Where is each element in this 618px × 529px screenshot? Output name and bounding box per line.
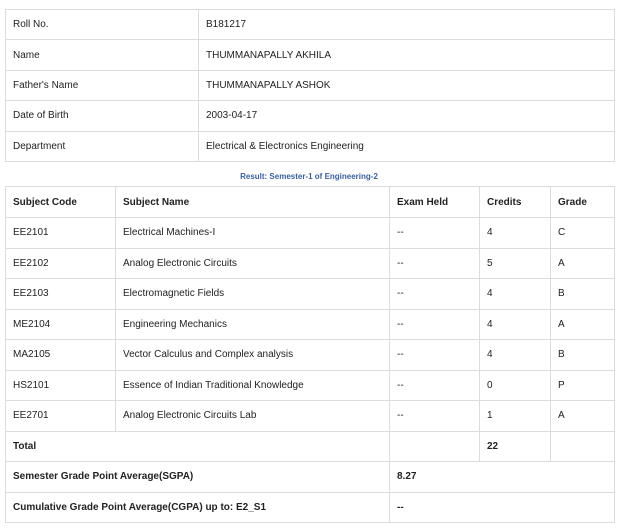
father-value: THUMMANAPALLY ASHOK: [199, 70, 615, 100]
table-row: [6, 401, 615, 432]
subject-name: Analog Electronic Circuits: [116, 248, 390, 279]
info-row-roll: [6, 10, 615, 40]
dob-label: Date of Birth: [6, 101, 199, 131]
sgpa-value: 8.27: [390, 462, 615, 493]
subject-code: EE2701: [6, 401, 116, 432]
grade: B: [551, 340, 615, 371]
name-value: THUMMANAPALLY AKHILA: [199, 40, 615, 70]
result-caption: Result: Semester-1 of Engineering-2: [240, 172, 378, 181]
grade: A: [551, 401, 615, 432]
subject-code: EE2103: [6, 279, 116, 310]
subject-name: Electromagnetic Fields: [116, 279, 390, 310]
table-row: [6, 340, 615, 371]
total-row: [6, 431, 615, 462]
exam-held: --: [390, 279, 480, 310]
table-row: [6, 279, 615, 310]
total-credits: 22: [480, 431, 551, 462]
exam-held: --: [390, 340, 480, 371]
sgpa-label: Semester Grade Point Average(SGPA): [6, 462, 390, 493]
dob-value: 2003-04-17: [199, 101, 615, 131]
exam-held: --: [390, 401, 480, 432]
roll-label: Roll No.: [6, 10, 199, 40]
credits: 5: [480, 248, 551, 279]
subject-code: HS2101: [6, 370, 116, 401]
table-row: [6, 370, 615, 401]
header-subject-name: Subject Name: [116, 187, 390, 218]
cgpa-row: [6, 492, 615, 523]
father-label: Father's Name: [6, 70, 199, 100]
table-row: [6, 309, 615, 340]
exam-held: --: [390, 248, 480, 279]
info-row-dob: [6, 101, 615, 131]
credits: 4: [480, 279, 551, 310]
subject-code: EE2101: [6, 218, 116, 249]
dept-label: Department: [6, 131, 199, 161]
grade: B: [551, 279, 615, 310]
subject-name: Engineering Mechanics: [116, 309, 390, 340]
results-table: [5, 186, 615, 523]
subject-code: ME2104: [6, 309, 116, 340]
total-empty-grade: [551, 431, 615, 462]
info-row-dept: [6, 131, 615, 161]
table-row: [6, 248, 615, 279]
sgpa-row: [6, 462, 615, 493]
exam-held: --: [390, 309, 480, 340]
subject-name: Vector Calculus and Complex analysis: [116, 340, 390, 371]
roll-value: B181217: [199, 10, 615, 40]
grade: P: [551, 370, 615, 401]
table-row: [6, 218, 615, 249]
total-empty-cell: [390, 431, 480, 462]
credits: 4: [480, 218, 551, 249]
header-grade: Grade: [551, 187, 615, 218]
cgpa-label: Cumulative Grade Point Average(CGPA) up to: E2_S1: [6, 492, 390, 523]
info-row-name: [6, 40, 615, 70]
name-label: Name: [6, 40, 199, 70]
credits: 0: [480, 370, 551, 401]
exam-held: --: [390, 218, 480, 249]
header-subject-code: Subject Code: [6, 187, 116, 218]
subject-name: Essence of Indian Traditional Knowledge: [116, 370, 390, 401]
results-header-row: [6, 187, 615, 218]
dept-value: Electrical & Electronics Engineering: [199, 131, 615, 161]
credits: 4: [480, 340, 551, 371]
header-exam-held: Exam Held: [390, 187, 480, 218]
student-info-table: [5, 9, 615, 162]
cgpa-value: --: [390, 492, 615, 523]
header-credits: Credits: [480, 187, 551, 218]
info-row-father: [6, 70, 615, 100]
total-label: Total: [6, 431, 390, 462]
grade: A: [551, 248, 615, 279]
subject-code: MA2105: [6, 340, 116, 371]
credits: 4: [480, 309, 551, 340]
grade: C: [551, 218, 615, 249]
subject-name: Electrical Machines-I: [116, 218, 390, 249]
subject-code: EE2102: [6, 248, 116, 279]
subject-name: Analog Electronic Circuits Lab: [116, 401, 390, 432]
grade: A: [551, 309, 615, 340]
credits: 1: [480, 401, 551, 432]
exam-held: --: [390, 370, 480, 401]
